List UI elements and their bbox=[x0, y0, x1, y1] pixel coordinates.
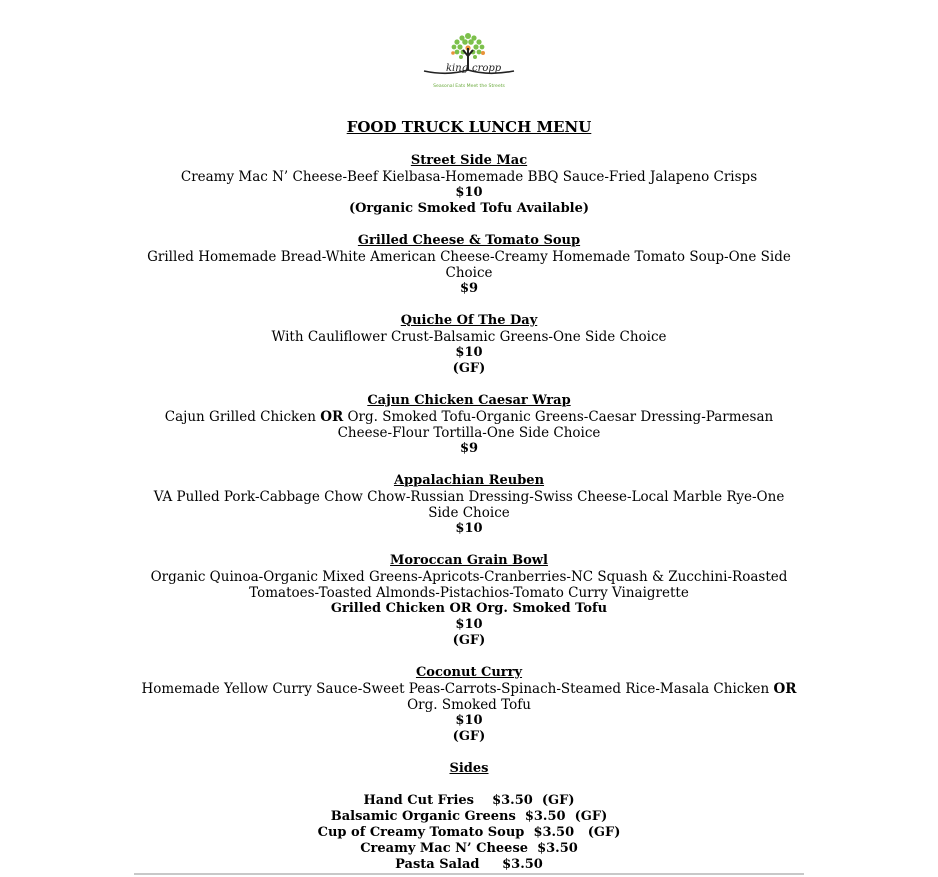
item-name: Appalachian Reuben bbox=[393, 473, 545, 488]
menu-item-quiche bbox=[140, 313, 798, 377]
svg-text:king: king bbox=[446, 63, 469, 74]
desc-or: OR bbox=[773, 681, 797, 697]
item-description bbox=[140, 409, 798, 441]
item-description: Creamy Mac N’ Cheese-Beef Kielbasa-Homemade BBQ Sauce-Fried Jalapeno Crisps bbox=[180, 169, 758, 185]
menu-item-moroccan-bowl bbox=[140, 553, 798, 649]
item-note: (GF) bbox=[452, 729, 486, 744]
item-price: $10 bbox=[455, 345, 483, 360]
menu-item-street-side-mac bbox=[140, 153, 798, 217]
item-note: (GF) bbox=[452, 361, 486, 376]
side-item: Cup of Creamy Tomato Soup $3.50 (GF) bbox=[317, 825, 621, 840]
sides-heading: Sides bbox=[449, 761, 489, 776]
item-name: Quiche Of The Day bbox=[400, 313, 538, 328]
menu-item-appalachian-reuben bbox=[140, 473, 798, 537]
item-description: Grilled Homemade Bread-White American Cheese-Creamy Homemade Tomato Soup-One Side Choice bbox=[147, 249, 791, 281]
item-price: $10 bbox=[455, 185, 483, 200]
item-price: $10 bbox=[455, 521, 483, 536]
item-name: Grilled Cheese & Tomato Soup bbox=[357, 233, 581, 248]
menu-content bbox=[140, 117, 798, 873]
menu-item-grilled-cheese bbox=[140, 233, 798, 297]
menu-item-coconut-curry bbox=[140, 665, 798, 745]
menu-item-cajun-wrap bbox=[140, 393, 798, 457]
side-item: Hand Cut Fries $3.50 (GF) bbox=[363, 793, 575, 808]
desc-part: Org. Smoked Tofu bbox=[407, 697, 531, 713]
svg-text:cropp: cropp bbox=[472, 63, 502, 74]
item-description: VA Pulled Pork-Cabbage Chow Chow-Russian Dressing-Swiss Cheese-Local Marble Rye-One Side Choice bbox=[153, 489, 785, 521]
side-item: Balsamic Organic Greens $3.50 (GF) bbox=[330, 809, 608, 824]
desc-part: Cajun Grilled Chicken bbox=[164, 409, 321, 425]
item-name: Moroccan Grain Bowl bbox=[390, 553, 548, 568]
item-name: Street Side Mac bbox=[410, 153, 528, 168]
item-price: $10 bbox=[455, 713, 483, 728]
item-price: $9 bbox=[459, 281, 479, 296]
side-item: Pasta Salad $3.50 bbox=[395, 857, 543, 872]
desc-part: Org. Smoked Tofu-Organic Greens-Caesar Dressing-Parmesan Cheese-Flour Tortilla-One Side Choice bbox=[337, 409, 774, 441]
item-description bbox=[140, 681, 798, 713]
item-name: Coconut Curry bbox=[415, 665, 523, 680]
page-bottom-divider bbox=[134, 873, 804, 875]
svg-text:Seasonal Eats Meet the Streets: Seasonal Eats Meet the Streets bbox=[433, 84, 505, 89]
tree-logo-icon bbox=[418, 30, 520, 92]
item-note: (Organic Smoked Tofu Available) bbox=[348, 201, 590, 216]
desc-part: Homemade Yellow Curry Sauce-Sweet Peas-Carrots-Spinach-Steamed Rice-Masala Chicken bbox=[141, 681, 774, 697]
item-price: $10 bbox=[455, 617, 483, 632]
side-item: Creamy Mac N’ Cheese $3.50 bbox=[360, 841, 578, 856]
item-price: $9 bbox=[459, 441, 479, 456]
desc-or: OR bbox=[320, 409, 344, 425]
item-protein-choice: Grilled Chicken OR Org. Smoked Tofu bbox=[330, 601, 608, 616]
menu-title: FOOD TRUCK LUNCH MENU bbox=[346, 118, 592, 136]
sides-list bbox=[140, 793, 798, 873]
item-note: (GF) bbox=[452, 633, 486, 648]
item-name: Cajun Chicken Caesar Wrap bbox=[367, 393, 571, 408]
item-description: With Cauliflower Crust-Balsamic Greens-One Side Choice bbox=[271, 329, 667, 345]
king-cropp-logo bbox=[418, 30, 520, 92]
item-description: Organic Quinoa-Organic Mixed Greens-Apricots-Cranberries-NC Squash & Zucchini-Roasted Tomatoes-Toasted Almonds-Pistachios-Tomato Curry Vinaigrette bbox=[150, 569, 788, 601]
